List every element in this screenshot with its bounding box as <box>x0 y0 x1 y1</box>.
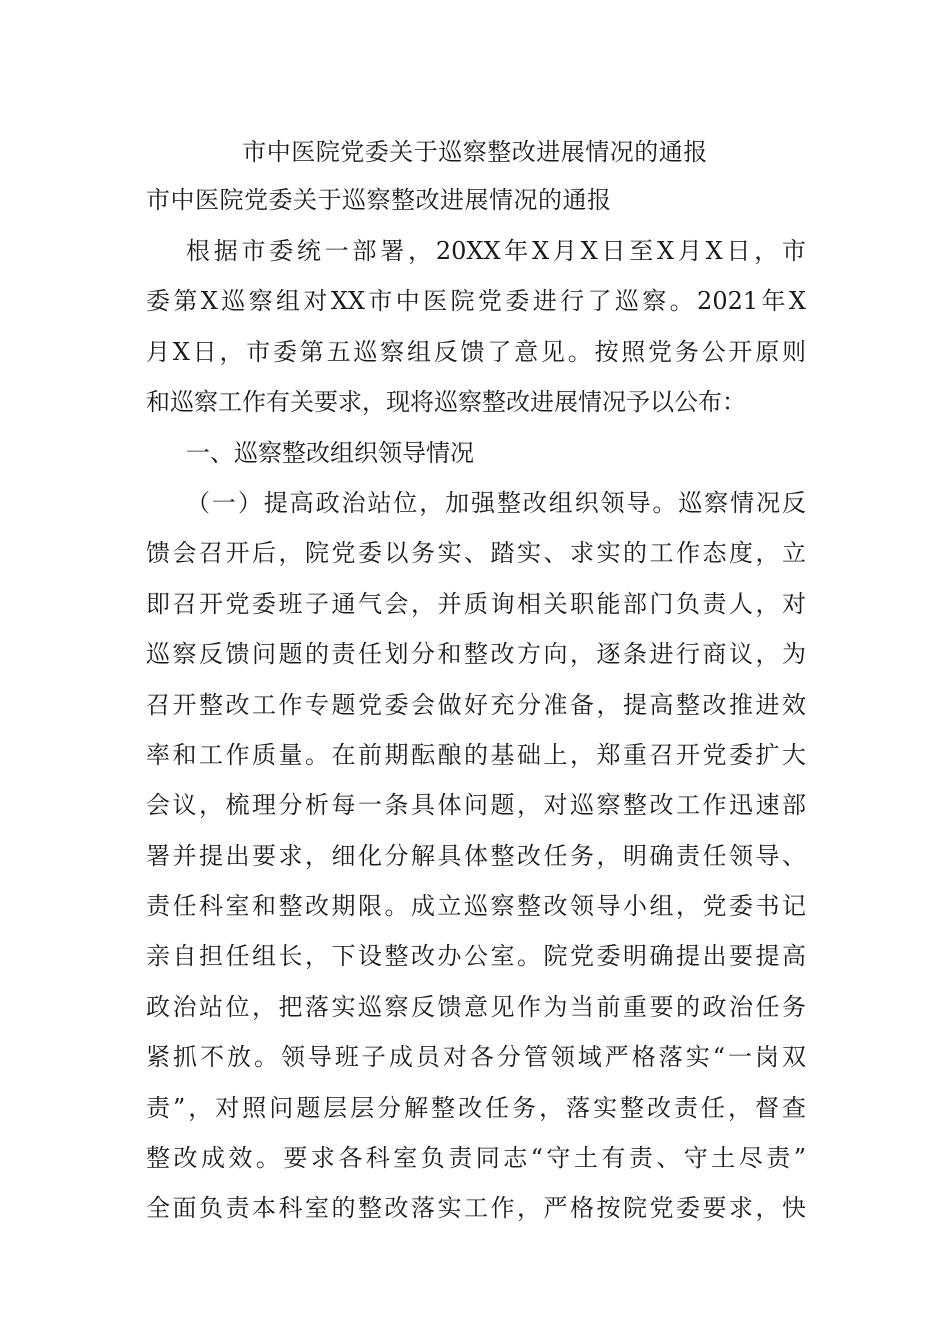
paragraph-line: （一）提高政治站位，加强整改组织领导。巡察情况反 <box>186 488 806 517</box>
paragraph-line: 召开整改工作专题党委会做好充分准备，提高整改推进效 <box>146 690 806 719</box>
document-body <box>146 226 806 1234</box>
paragraph-line: 署并提出要求，细化分解具体整改任务，明确责任领导、 <box>146 841 806 870</box>
paragraph-line: 委第X巡察组对XX市中医院党委进行了巡察。2021年X <box>146 287 806 316</box>
paragraph-line: 会议，梳理分析每一条具体问题，对巡察整改工作迅速部 <box>146 791 806 820</box>
paragraph-line: 亲自担任组长，下设整改办公室。院党委明确提出要提高 <box>146 942 806 971</box>
paragraph-line: 责”，对照问题层层分解整改任务，落实整改责任，督查 <box>146 1093 806 1122</box>
paragraph-line: 即召开党委班子通气会，并质询相关职能部门负责人，对 <box>146 589 806 618</box>
document-subtitle: 市中医院党委关于巡察整改进展情况的通报 <box>146 186 612 214</box>
paragraph-line: 紧抓不放。领导班子成员对各分管领域严格落实“一岗双 <box>146 1043 806 1072</box>
document-title: 市中医院党委关于巡察整改进展情况的通报 <box>242 138 708 166</box>
paragraph-line: 全面负责本科室的整改落实工作，严格按院党委要求，快 <box>146 1194 806 1223</box>
paragraph-line: 月X日，市委第五巡察组反馈了意见。按照党务公开原则 <box>146 337 806 366</box>
paragraph-line: 整改成效。要求各科室负责同志“守土有责、守土尽责” <box>146 1144 806 1173</box>
paragraph-line: 馈会召开后，院党委以务实、踏实、求实的工作态度，立 <box>146 539 806 568</box>
paragraph-line: 率和工作质量。在前期酝酿的基础上，郑重召开党委扩大 <box>146 740 806 769</box>
paragraph-line: 责任科室和整改期限。成立巡察整改领导小组，党委书记 <box>146 892 806 921</box>
paragraph-line: 巡察反馈问题的责任划分和整改方向，逐条进行商议，为 <box>146 640 806 669</box>
paragraph-line: 和巡察工作有关要求，现将巡察整改进展情况予以公布： <box>146 388 746 417</box>
paragraph-line: 根据市委统一部署，20XX年X月X日至X月X日，市 <box>186 237 806 265</box>
section-heading: 一、巡察整改组织领导情况 <box>186 438 474 467</box>
paragraph-line: 政治站位，把落实巡察反馈意见作为当前重要的政治任务 <box>146 992 806 1021</box>
